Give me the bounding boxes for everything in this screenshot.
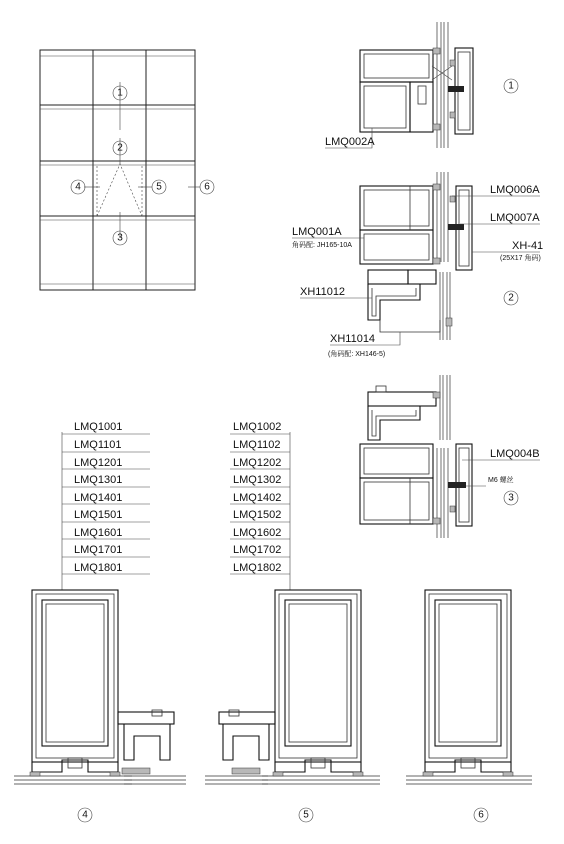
svg-text:3: 3	[508, 492, 514, 504]
section-4	[14, 421, 186, 822]
svg-text:3: 3	[117, 232, 123, 244]
detail-2-note-lmq001a: 角码配: JH165-10A	[292, 242, 352, 249]
section-4-profile-7: LMQ1601	[74, 527, 123, 539]
detail-2-marker	[504, 291, 518, 305]
section-5-profile-5: LMQ1402	[233, 492, 282, 504]
opening-vent-indicator	[97, 164, 142, 216]
svg-text:5: 5	[303, 809, 309, 821]
svg-text:6: 6	[204, 181, 210, 193]
section-4-profile-2: LMQ1101	[74, 439, 122, 451]
detail-1-marker	[504, 79, 518, 93]
section-5	[205, 421, 380, 822]
section-5-profile-2: LMQ1102	[233, 439, 281, 451]
elevation-marker-5	[152, 180, 166, 194]
elevation-outline	[40, 50, 195, 290]
detail-2-callout-lmq007a: LMQ007A	[490, 212, 540, 224]
section-5-profile-4: LMQ1302	[233, 474, 282, 486]
detail-2-callout-xh11014: XH11014	[330, 333, 376, 345]
detail-3-marker	[504, 491, 518, 505]
detail-2-callout-xh41: XH-41	[512, 240, 544, 252]
svg-text:4: 4	[82, 809, 88, 821]
detail-2-callout-lmq001a: LMQ001A	[292, 226, 342, 238]
detail-1-callout-lmq002a: LMQ002A	[325, 136, 375, 148]
section-5-marker	[299, 808, 313, 822]
svg-text:6: 6	[478, 809, 484, 821]
section-4-profile-9: LMQ1801	[74, 562, 123, 574]
section-4-profile-5: LMQ1401	[74, 492, 123, 504]
section-4-marker	[78, 808, 92, 822]
detail-3-section	[360, 375, 540, 538]
section-5-profile-3: LMQ1202	[233, 457, 282, 469]
svg-text:1: 1	[117, 87, 123, 99]
elevation-marker-4	[71, 180, 85, 194]
detail-1-section	[325, 22, 518, 148]
detail-2-callout-xh11012: XH11012	[300, 286, 346, 298]
section-4-profile-list	[62, 421, 150, 590]
section-5-profile-6: LMQ1502	[233, 509, 282, 521]
elevation-marker-6	[200, 180, 214, 194]
section-5-profile-list	[230, 421, 290, 590]
svg-text:2: 2	[117, 142, 123, 154]
detail-2-note-xh41: (25X17 角码)	[500, 255, 541, 262]
section-4-profile-6: LMQ1501	[74, 509, 123, 521]
elevation-view	[40, 50, 214, 290]
svg-text:4: 4	[75, 181, 81, 193]
section-5-profile-9: LMQ1802	[233, 562, 282, 574]
detail-3-callout-lmq004b: LMQ004B	[490, 448, 540, 460]
detail-2-note-xh11014: (角码配: XH146-5)	[328, 351, 386, 358]
detail-3-bolt-note: M6 螺丝	[488, 477, 514, 484]
svg-text:2: 2	[508, 292, 514, 304]
section-5-profile-1: LMQ1002	[233, 421, 282, 433]
section-4-profile-3: LMQ1201	[74, 457, 123, 469]
section-4-profile-8: LMQ1701	[74, 544, 123, 556]
section-4-profile-4: LMQ1301	[74, 474, 123, 486]
svg-text:1: 1	[508, 80, 514, 92]
section-5-profile-8: LMQ1702	[233, 544, 282, 556]
elevation-marker-1	[113, 86, 127, 100]
detail-2-callout-lmq006a: LMQ006A	[490, 184, 540, 196]
section-5-profile-7: LMQ1602	[233, 527, 282, 539]
detail-2-section	[292, 172, 543, 358]
section-6-marker	[474, 808, 488, 822]
elevation-marker-2	[113, 141, 127, 155]
section-6	[406, 590, 532, 822]
elevation-marker-3	[113, 231, 127, 245]
svg-text:5: 5	[156, 181, 162, 193]
section-4-profile-1: LMQ1001	[74, 421, 123, 433]
